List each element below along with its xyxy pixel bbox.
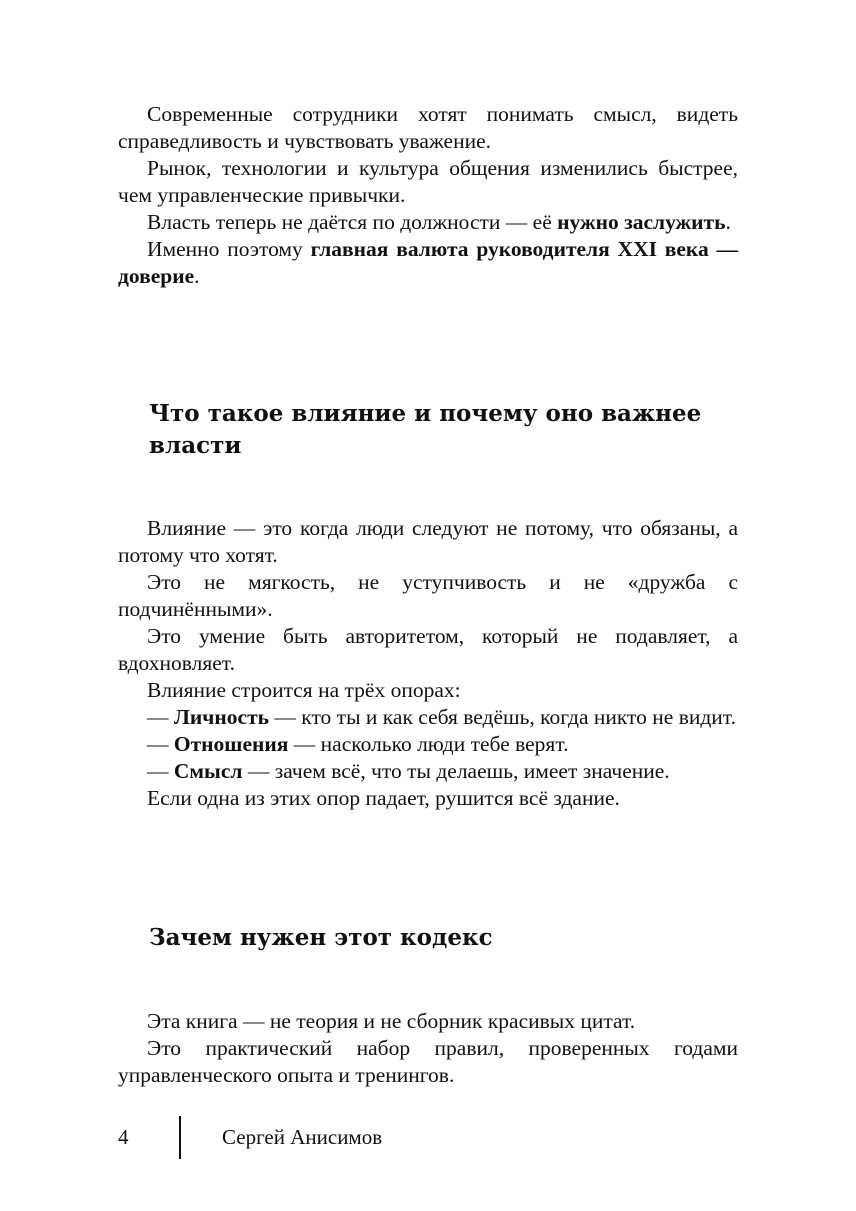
intro-paragraph-4-end: . [194, 264, 200, 288]
influence-paragraph-3: Это умение быть авторитетом, который не подавляет, а вдохновляет. [118, 624, 738, 675]
codex-text [118, 1008, 738, 1089]
pillar-term: Смысл [173, 759, 243, 783]
pillar-description: — насколько люди тебе верят. [288, 732, 569, 756]
influence-paragraph-5: Если одна из этих опор падает, рушится всё здание. [147, 786, 620, 810]
intro-paragraph-1: Современные сотрудники хотят понимать смысл, видеть справедливость и чувствовать уважение. [118, 102, 738, 153]
pillar-term: Отношения [173, 732, 289, 756]
intro-paragraph-3-end: . [725, 210, 731, 234]
section-heading-codex: Зачем нужен этот кодекс [149, 924, 493, 951]
pillar-meaning [118, 758, 738, 785]
pillar-term: Личность [173, 705, 270, 729]
influence-paragraph-4: Влияние строится на трёх опорах: [147, 678, 461, 702]
intro-paragraph-4-emphasis: главная валюта руководителя XXI века — доверие [118, 237, 738, 288]
pillar-relationships [118, 731, 738, 758]
influence-paragraph-1: Влияние — это когда люди следуют не потому, что обязаны, а потому что хотят. [118, 516, 738, 567]
intro-paragraph-4-text: Именно поэтому [147, 237, 311, 261]
section-heading-influence: Что такое влияние и почему оно важнее власти [149, 400, 702, 459]
pillar-dash: — [147, 759, 174, 783]
codex-paragraph-2: Это практический набор правил, проверенных годами управленческого опыта и тренингов. [118, 1036, 738, 1087]
intro-paragraph-2: Рынок, технологии и культура общения изменились быстрее, чем управленческие привычки. [118, 156, 738, 207]
pillar-dash: — [147, 705, 174, 729]
intro-paragraph-3-text: Власть теперь не даётся по должности — её [147, 210, 558, 234]
intro-paragraph-4 [118, 236, 738, 290]
pillar-description: — кто ты и как себя ведёшь, когда никто не видит. [269, 705, 736, 729]
influence-paragraph-2: Это не мягкость, не уступчивость и не «дружба с подчинёнными». [118, 570, 738, 621]
pillar-dash: — [147, 732, 174, 756]
page-number: 4 [118, 1125, 129, 1149]
codex-paragraph-1: Эта книга — не теория и не сборник красивых цитат. [147, 1009, 636, 1033]
pillar-description: — зачем всё, что ты делаешь, имеет значение. [242, 759, 670, 783]
intro-paragraph-3-emphasis: нужно заслужить [557, 210, 726, 234]
intro-text [118, 101, 738, 290]
running-footer-author: Сергей Анисимов [222, 1125, 383, 1149]
pillar-personality [118, 704, 738, 731]
footer-divider [179, 1116, 181, 1159]
intro-paragraph-3 [118, 209, 738, 236]
influence-text [118, 515, 738, 812]
